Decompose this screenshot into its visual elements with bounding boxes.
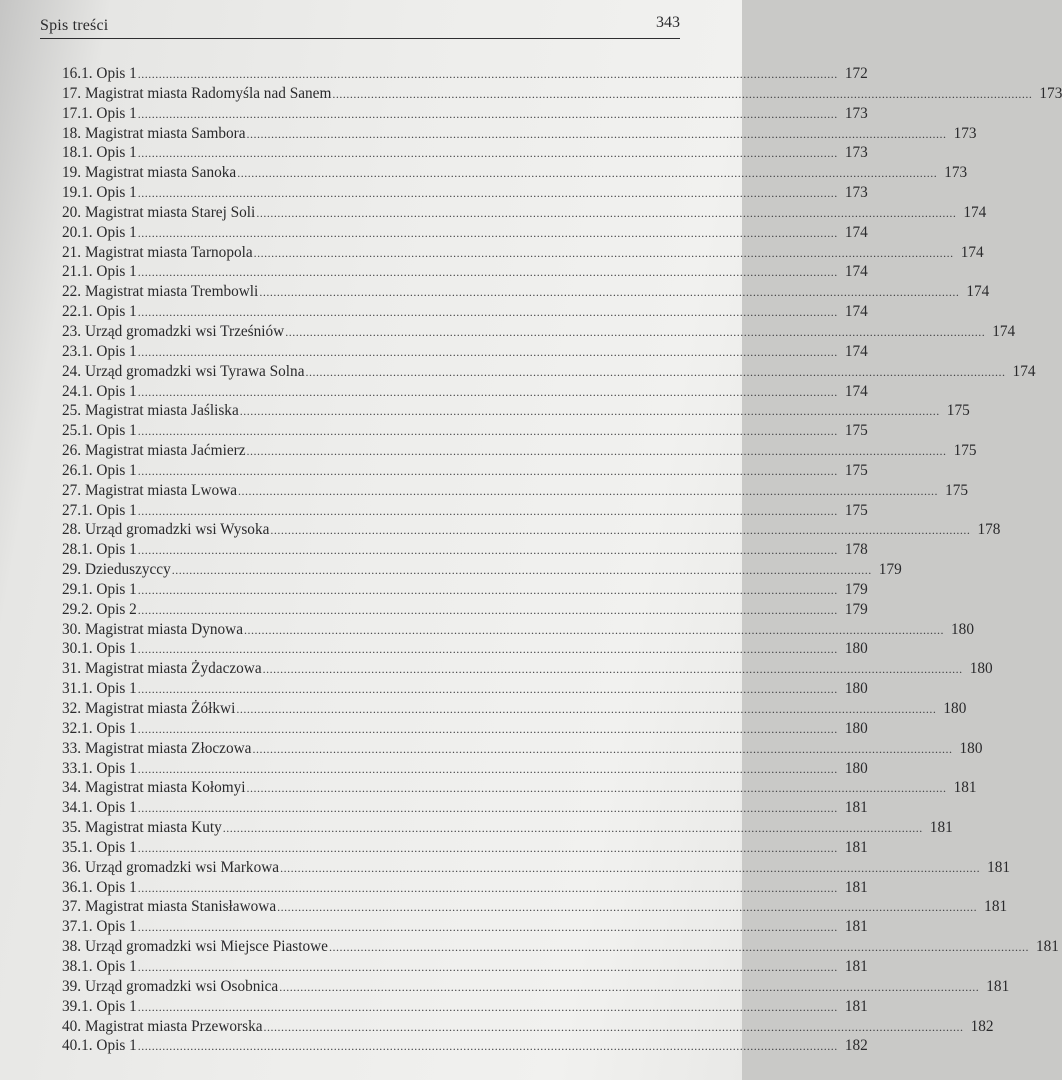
toc-entry-title: 17. Magistrat miasta Radomyśla nad Sanem (62, 84, 332, 102)
dot-leader: ........................................................................................................................................................................................................ (137, 146, 838, 161)
toc-entry-title: 32. Magistrat miasta Żółkwi (62, 700, 236, 717)
dot-leader: ........................................................................................................................................................................................................ (238, 483, 939, 498)
toc-entry-page: 174 (844, 382, 868, 400)
toc-entry (62, 322, 1016, 342)
toc-entry-page: 173 (944, 164, 968, 182)
toc-entry-page: 173 (844, 104, 868, 122)
toc-entry-page: 175 (953, 442, 977, 460)
toc-entry-page: 173 (953, 124, 977, 142)
dot-leader: ........................................................................................................................................................................................................ (253, 245, 954, 260)
dot-leader: ........................................................................................................................................................................................................ (262, 662, 963, 677)
toc-entry-title: 21. Magistrat miasta Tarnopola (62, 243, 253, 261)
toc-entry-title: 26.1. Opis 1 (62, 461, 137, 479)
toc-entry-page: 174 (844, 342, 868, 360)
toc-entry-page: 182 (970, 1017, 994, 1035)
toc-entry-page: 180 (951, 620, 974, 638)
toc-entry-title: 22.1. Opis 1 (62, 303, 137, 321)
toc-entry-page: 180 (844, 759, 868, 777)
toc-entry (62, 243, 984, 263)
toc-entry (62, 282, 990, 302)
toc-entry-page: 180 (844, 719, 868, 737)
toc-entry-title: 34. Magistrat miasta Kołomyi (62, 779, 246, 797)
toc-entry (62, 362, 1036, 382)
toc-entry-title: 16.1. Opis 1 (62, 65, 137, 82)
toc-entry (62, 659, 993, 679)
toc-entry (62, 104, 868, 124)
toc-entry (62, 957, 868, 977)
dot-leader: ........................................................................................................................................................................................................ (256, 205, 957, 220)
dot-leader: ........................................................................................................................................................................................................ (137, 503, 838, 518)
toc-entry (62, 461, 868, 481)
running-header (40, 14, 680, 39)
toc-entry-page: 174 (992, 322, 1016, 340)
toc-entry-page: 181 (929, 819, 953, 837)
dot-leader: ........................................................................................................................................................................................................ (137, 384, 838, 399)
toc-entry-title: 25. Magistrat miasta Jaśliska (62, 402, 239, 420)
toc-entry-page: 178 (844, 541, 868, 559)
dot-leader: ........................................................................................................................................................................................................ (305, 364, 1006, 379)
toc-entry-title: 22. Magistrat miasta Trembowli (62, 283, 259, 301)
toc-entry (62, 818, 953, 838)
dot-leader: ........................................................................................................................................................................................................ (246, 126, 947, 141)
dot-leader: ........................................................................................................................................................................................................ (137, 999, 838, 1014)
toc-entry (62, 580, 868, 600)
dot-leader: ........................................................................................................................................................................................................ (270, 523, 971, 538)
toc-entry-title: 27.1. Opis 1 (62, 501, 137, 519)
toc-entry (62, 699, 967, 719)
toc-entry (62, 798, 868, 818)
toc-entry-page: 179 (878, 561, 902, 579)
toc-entry (62, 897, 1008, 917)
dot-leader: ........................................................................................................................................................................................................ (137, 801, 838, 816)
toc-entry-title: 39.1. Opis 1 (62, 997, 137, 1015)
dot-leader: ........................................................................................................................................................................................................ (137, 344, 838, 359)
toc-entry (62, 600, 868, 620)
toc-entry (62, 639, 868, 659)
dot-leader: ........................................................................................................................................................................................................ (332, 86, 1033, 101)
toc-entry-page: 175 (945, 481, 969, 499)
toc-entry (62, 143, 868, 163)
toc-entry-title: 39. Urząd gromadzki wsi Osobnica (62, 977, 279, 995)
toc-entry-page: 180 (844, 640, 868, 658)
toc-entry-page: 179 (844, 580, 868, 598)
toc-entry (62, 302, 868, 322)
toc-entry (62, 858, 1011, 878)
dot-leader: ........................................................................................................................................................................................................ (137, 1039, 838, 1054)
dot-leader: ........................................................................................................................................................................................................ (222, 821, 923, 836)
toc-entry-page: 180 (959, 739, 983, 757)
toc-entry (62, 262, 868, 282)
toc-entry (62, 937, 1059, 957)
dot-leader: ........................................................................................................................................................................................................ (137, 463, 838, 478)
toc-entry (62, 481, 969, 501)
toc-entry-title: 36.1. Opis 1 (62, 878, 137, 896)
toc-entry-page: 181 (844, 918, 868, 936)
toc-entry-page: 181 (987, 858, 1011, 876)
toc-entry-page: 178 (977, 521, 1001, 539)
toc-entry-page: 180 (969, 660, 993, 678)
toc-entry-title: 20.1. Opis 1 (62, 223, 137, 241)
toc-entry (62, 997, 868, 1017)
dot-leader: ........................................................................................................................................................................................................ (137, 186, 838, 201)
page-number: 343 (656, 14, 680, 31)
toc-entry (62, 620, 974, 640)
toc-entry (62, 1036, 868, 1056)
toc-entry (62, 560, 902, 580)
toc-entry-page: 175 (844, 461, 868, 479)
dot-leader: ........................................................................................................................................................................................................ (137, 840, 838, 855)
dot-leader: ........................................................................................................................................................................................................ (252, 741, 953, 756)
toc-entry-title: 37.1. Opis 1 (62, 918, 137, 936)
toc-entry-page: 175 (844, 422, 868, 440)
toc-entry-title: 40.1. Opis 1 (62, 1037, 137, 1055)
dot-leader: ........................................................................................................................................................................................................ (237, 166, 938, 181)
dot-leader: ........................................................................................................................................................................................................ (137, 225, 838, 240)
toc-entry-page: 181 (844, 957, 868, 975)
toc-entry-title: 31. Magistrat miasta Żydaczowa (62, 660, 262, 678)
dot-leader: ........................................................................................................................................................................................................ (137, 880, 838, 895)
toc-entry-title: 24. Urząd gromadzki wsi Tyrawa Solna (62, 362, 305, 380)
toc-entry-page: 173 (1039, 84, 1062, 102)
toc-entry-title: 20. Magistrat miasta Starej Soli (62, 203, 256, 221)
dot-leader: ........................................................................................................................................................................................................ (137, 106, 838, 121)
toc-entry-page: 181 (984, 898, 1008, 916)
toc-entry (62, 441, 977, 461)
dot-leader: ........................................................................................................................................................................................................ (137, 602, 838, 617)
toc-entry-page: 174 (960, 243, 984, 261)
dot-leader: ........................................................................................................................................................................................................ (137, 920, 838, 935)
toc-entry (62, 540, 868, 560)
toc-entry-title: 28. Urząd gromadzki wsi Wysoka (62, 521, 270, 539)
toc-entry (62, 421, 868, 441)
dot-leader: ........................................................................................................................................................................................................ (277, 900, 978, 915)
toc-entry-title: 35.1. Opis 1 (62, 838, 137, 856)
toc-entry (62, 64, 868, 84)
toc-entry (62, 124, 977, 144)
dot-leader: ........................................................................................................................................................................................................ (243, 622, 944, 637)
toc-entry-page: 173 (844, 144, 868, 162)
toc-entry-title: 30. Magistrat miasta Dynowa (62, 620, 243, 638)
toc-entry-title: 24.1. Opis 1 (62, 382, 137, 400)
toc-entry-title: 21.1. Opis 1 (62, 263, 137, 281)
toc-entry-page: 182 (844, 1037, 868, 1055)
toc-entry-title: 23. Urząd gromadzki wsi Trześniów (62, 322, 285, 340)
dot-leader: ........................................................................................................................................................................................................ (263, 1019, 964, 1034)
toc-entry-page: 174 (844, 303, 868, 321)
dot-leader: ........................................................................................................................................................................................................ (137, 265, 838, 280)
dot-leader: ........................................................................................................................................................................................................ (246, 444, 947, 459)
toc-entry-title: 36. Urząd gromadzki wsi Markowa (62, 858, 280, 876)
toc-entry (62, 1017, 994, 1037)
toc-entry-title: 40. Magistrat miasta Przeworska (62, 1017, 263, 1035)
toc-entry (62, 739, 983, 759)
dot-leader: ........................................................................................................................................................................................................ (137, 642, 838, 657)
toc-entry (62, 401, 970, 421)
toc-entry-page: 174 (844, 223, 868, 241)
toc-entry (62, 679, 868, 699)
toc-entry-title: 29.2. Opis 2 (62, 600, 137, 618)
toc-entry (62, 977, 1010, 997)
toc-entry-page: 181 (953, 779, 977, 797)
toc-entry-title: 19. Magistrat miasta Sanoka (62, 164, 237, 182)
dot-leader: ........................................................................................................................................................................................................ (328, 940, 1029, 955)
toc-entry (62, 719, 868, 739)
toc-entry-title: 29. Dzieduszyccy (62, 561, 171, 579)
dot-leader: ........................................................................................................................................................................................................ (171, 563, 872, 578)
dot-leader: ........................................................................................................................................................................................................ (137, 67, 838, 81)
dot-leader: ........................................................................................................................................................................................................ (137, 682, 838, 697)
dot-leader: ........................................................................................................................................................................................................ (239, 404, 940, 419)
toc-entry-page: 181 (986, 977, 1010, 995)
toc-entry-title: 38.1. Opis 1 (62, 957, 137, 975)
toc-entry-title: 18.1. Opis 1 (62, 144, 137, 162)
table-of-contents (62, 64, 1062, 1056)
dot-leader: ........................................................................................................................................................................................................ (137, 761, 838, 776)
toc-entry (62, 838, 868, 858)
toc-entry (62, 183, 868, 203)
toc-entry-title: 26. Magistrat miasta Jaćmierz (62, 442, 246, 460)
toc-entry (62, 917, 868, 937)
dot-leader: ........................................................................................................................................................................................................ (246, 781, 947, 796)
dot-leader: ........................................................................................................................................................................................................ (236, 702, 937, 716)
toc-entry-page: 181 (844, 799, 868, 817)
dot-leader: ........................................................................................................................................................................................................ (137, 305, 838, 320)
toc-entry (62, 759, 868, 779)
dot-leader: ........................................................................................................................................................................................................ (259, 285, 960, 300)
toc-entry-page: 174 (844, 263, 868, 281)
toc-entry-page: 175 (946, 402, 970, 420)
toc-entry (62, 382, 868, 402)
toc-entry-title: 32.1. Opis 1 (62, 719, 137, 737)
dot-leader: ........................................................................................................................................................................................................ (137, 424, 838, 439)
dot-leader: ........................................................................................................................................................................................................ (137, 582, 838, 597)
toc-entry-title: 35. Magistrat miasta Kuty (62, 819, 222, 837)
toc-entry-page: 172 (844, 65, 868, 82)
toc-entry-title: 30.1. Opis 1 (62, 640, 137, 658)
toc-entry (62, 84, 1062, 104)
dot-leader: ........................................................................................................................................................................................................ (137, 721, 838, 736)
toc-entry-title: 29.1. Opis 1 (62, 580, 137, 598)
toc-entry-page: 180 (844, 680, 868, 698)
toc-entry (62, 501, 868, 521)
toc-entry-title: 17.1. Opis 1 (62, 104, 137, 122)
dot-leader: ........................................................................................................................................................................................................ (285, 324, 986, 339)
toc-entry-page: 175 (844, 501, 868, 519)
toc-entry-title: 18. Magistrat miasta Sambora (62, 124, 246, 142)
toc-entry-title: 33. Magistrat miasta Złoczowa (62, 739, 252, 757)
toc-entry (62, 520, 1001, 540)
toc-entry-page: 180 (943, 700, 967, 717)
toc-entry-page: 181 (1035, 938, 1059, 956)
toc-entry (62, 342, 868, 362)
toc-entry-title: 37. Magistrat miasta Stanisławowa (62, 898, 277, 916)
dot-leader: ........................................................................................................................................................................................................ (279, 979, 980, 994)
toc-entry (62, 203, 987, 223)
toc-entry-page: 179 (844, 600, 868, 618)
toc-entry (62, 223, 868, 243)
toc-entry-page: 181 (844, 997, 868, 1015)
dot-leader: ........................................................................................................................................................................................................ (137, 543, 838, 558)
toc-entry-page: 174 (1012, 362, 1036, 380)
dot-leader: ........................................................................................................................................................................................................ (137, 959, 838, 974)
toc-entry (62, 163, 968, 183)
section-title: Spis treści (40, 17, 109, 34)
toc-entry-title: 38. Urząd gromadzki wsi Miejsce Piastowe (62, 938, 328, 956)
toc-entry-title: 34.1. Opis 1 (62, 799, 137, 817)
toc-entry-page: 181 (844, 838, 868, 856)
toc-entry-title: 23.1. Opis 1 (62, 342, 137, 360)
toc-entry-title: 25.1. Opis 1 (62, 422, 137, 440)
toc-entry-page: 173 (844, 184, 868, 202)
toc-entry-title: 27. Magistrat miasta Lwowa (62, 481, 238, 499)
toc-entry-page: 181 (844, 878, 868, 896)
toc-entry-title: 33.1. Opis 1 (62, 759, 137, 777)
toc-entry (62, 778, 977, 798)
toc-entry (62, 878, 868, 898)
toc-entry-title: 19.1. Opis 1 (62, 184, 137, 202)
toc-entry-title: 31.1. Opis 1 (62, 680, 137, 698)
dot-leader: ........................................................................................................................................................................................................ (280, 860, 981, 875)
toc-entry-page: 174 (963, 203, 987, 221)
toc-entry-page: 174 (966, 283, 990, 301)
toc-entry-title: 28.1. Opis 1 (62, 541, 137, 559)
